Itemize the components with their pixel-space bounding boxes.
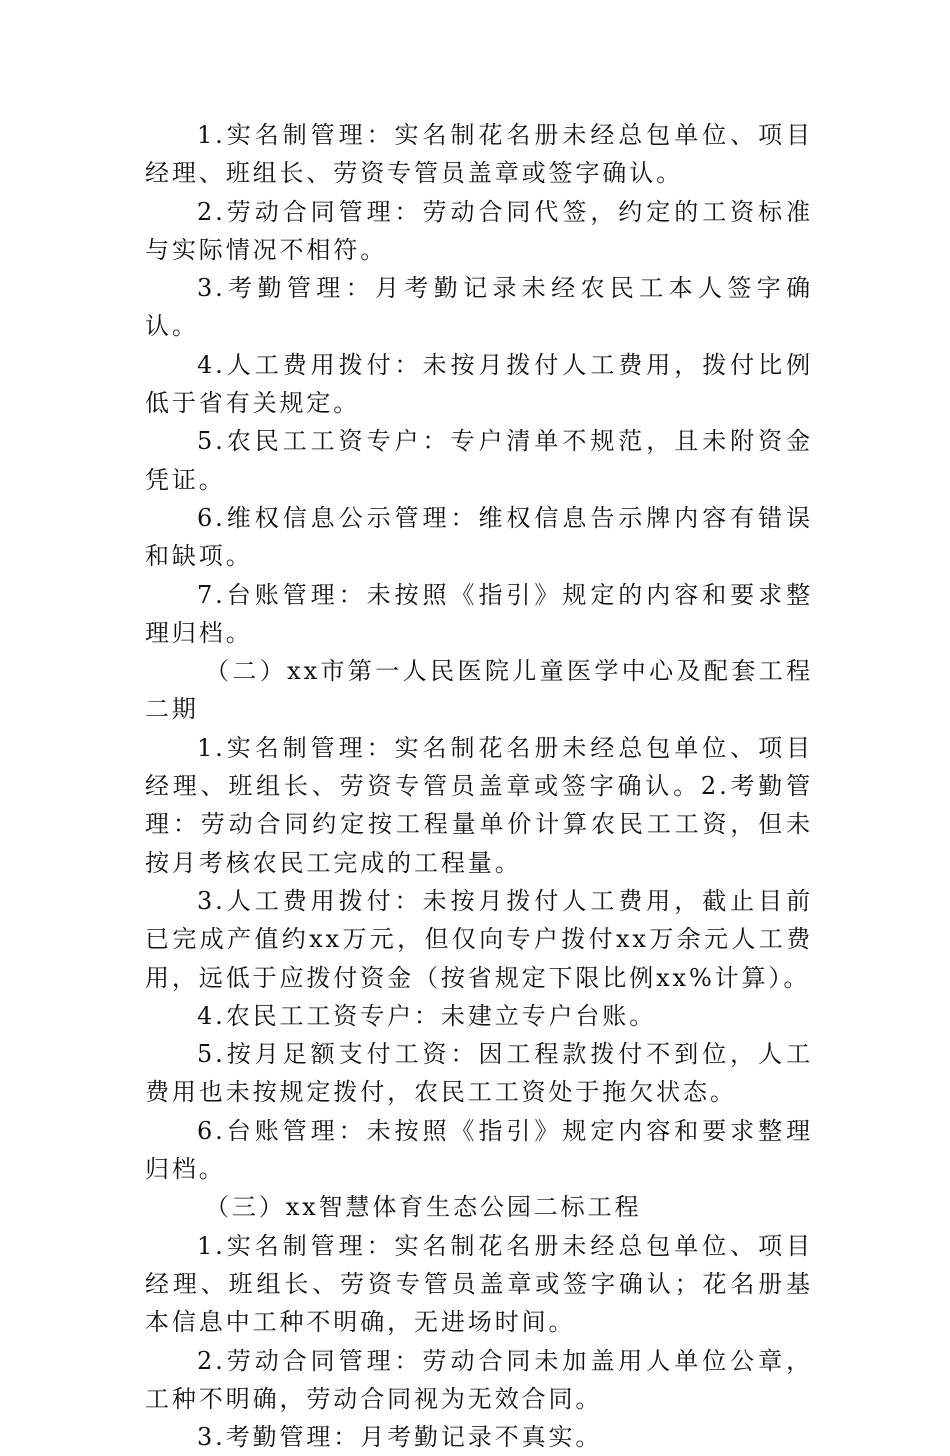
document-page [145,116,813,1456]
paragraph-item: 4.农民工工资专户：未建立专户台账。 [197,1001,657,1030]
section-heading: （三）xx智慧体育生态公园二标工程 [205,1193,642,1222]
paragraph-item: 6.维权信息公示管理：维权信息告示牌内容有错误和缺项。 [145,503,813,571]
paragraph-item: 1.实名制管理：实名制花名册未经总包单位、项目经理、班组长、劳资专管员盖章或签字确认。 [145,121,813,188]
paragraph-item: 2.劳动合同管理：劳动合同未加盖用人单位公章，工种不明确，劳动合同视为无效合同。 [145,1346,813,1413]
section-heading: （二）xx市第一人民医院儿童医学中心及配套工程二期 [145,657,813,724]
paragraph-item: 6.台账管理：未按照《指引》规定内容和要求整理归档。 [145,1116,813,1184]
paragraph-item: 5.农民工工资专户：专户清单不规范，且未附资金凭证。 [145,427,813,494]
paragraph-item: 1.实名制管理：实名制花名册未经总包单位、项目经理、班组长、劳资专管员盖章或签字确认；花名册基本信息中工种不明确，无进场时间。 [145,1231,813,1337]
paragraph-item: 2.劳动合同管理：劳动合同代签，约定的工资标准与实际情况不相符。 [145,197,813,264]
paragraph-item: 3.考勤管理：月考勤记录未经农民工本人签字确认。 [145,274,813,341]
paragraph-item: 3.人工费用拨付：未按月拨付人工费用，截止目前已完成产值约xx万元，但仅向专户拨付xx万余元人工费用，远低于应拨付资金（按省规定下限比例xx%计算）。 [145,886,813,992]
paragraph-item: 5.按月足额支付工资：因工程款拨付不到位，人工费用也未按规定拨付，农民工工资处于拖欠状态。 [145,1040,813,1107]
paragraph-item: 3.考勤管理：月考勤记录不真实。 [197,1423,603,1452]
paragraph-item: 4.人工费用拨付：未按月拨付人工费用，拨付比例低于省有关规定。 [145,350,813,418]
paragraph-item: 7.台账管理：未按照《指引》规定的内容和要求整理归档。 [145,580,813,647]
paragraph-item: 1.实名制管理：实名制花名册未经总包单位、项目经理、班组长、劳资专管员盖章或签字确认。2.考勤管理：劳动合同约定按工程量单价计算农民工工资，但未按月考核农民工完成的工程量。 [145,733,813,877]
